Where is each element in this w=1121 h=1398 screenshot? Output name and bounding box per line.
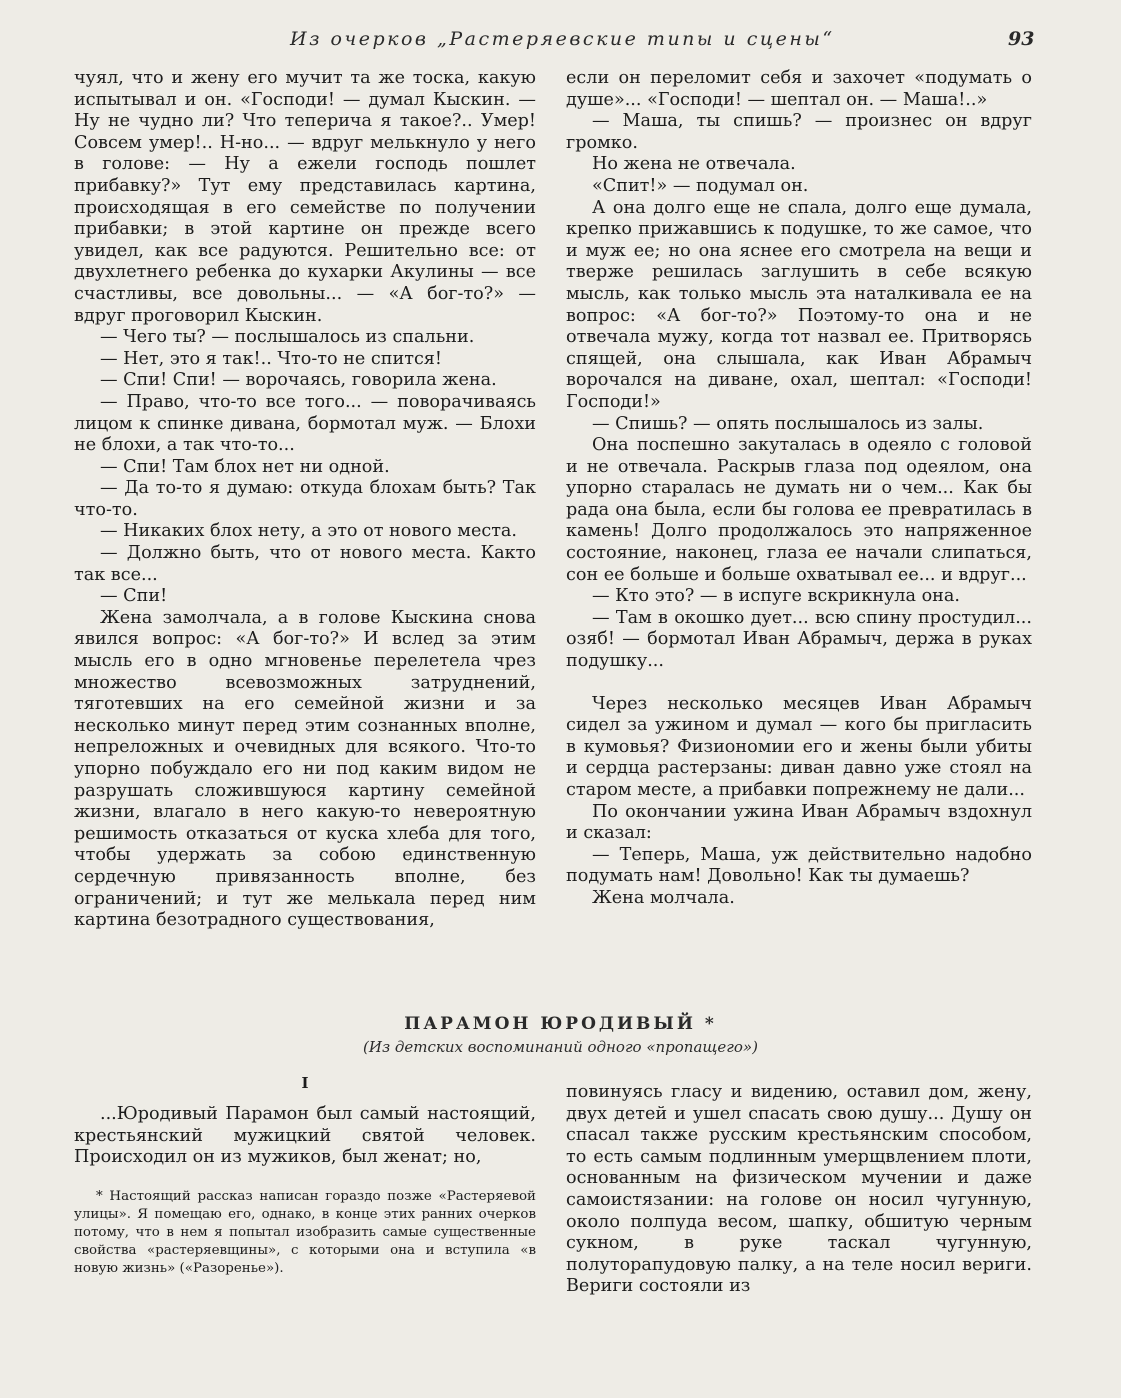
paragraph: если он переломит себя и захочет «подумать о душе»... «Господи! — шептал он. — Маша!..» bbox=[566, 68, 1032, 110]
paragraph: — Нет, это я так!.. Что-то не спится! bbox=[100, 348, 442, 369]
story-left-column bbox=[74, 1104, 536, 1169]
story-title: ПАРАМОН ЮРОДИВЫЙ * bbox=[404, 1014, 717, 1034]
top-left-column bbox=[74, 68, 536, 932]
paragraph: — Спи! Спи! — ворочаясь, говорила жена. bbox=[100, 370, 497, 391]
paragraph: повинуясь гласу и видению, оставил дом, жену, двух детей и ушел спасать свою душу... Душу он спасал также русским крестьянским способом, то есть самым подлинным умерщвлением плоти, основанным на физическом мучении и даже самоистязании: на голове он носил чугунную, около полпуда весом, шапку, обшитую черным сукном, в руке таскал чугунную, полуторапудовую палку, а на теле носил вериги. Вериги состояли из bbox=[566, 1082, 1032, 1297]
paragraph: — Да то-то я думаю: откуда блохам быть? Так что-то. bbox=[74, 478, 536, 520]
paragraph: По окончании ужина Иван Абрамыч вздохнул и сказал: bbox=[566, 801, 1032, 844]
paragraph: — Никаких блох нету, а это от нового места. bbox=[100, 521, 518, 542]
footnote bbox=[74, 1188, 536, 1278]
running-title: Из очерков „Растеряевские типы и сцены“ bbox=[290, 28, 835, 50]
story-subtitle: (Из детских воспоминаний одного «пропащего») bbox=[363, 1038, 758, 1056]
paragraph: — Спи! Там блох нет ни одной. bbox=[100, 456, 390, 477]
paragraph: Она поспешно закуталась в одеяло с головой и не отвечала. Раскрыв глаза под одеялом, она упорно старалась не думать ни о чем... Как бы рада она была, если бы голова ее превратилась в камень! Долго продолжалось это напряженное состояние, наконец, глаза ее начали слипаться, сон ее больше и больше охватывал ее... и вдруг... bbox=[566, 435, 1032, 585]
footnote-text: * Настоящий рассказ написан гораздо позже «Растеряевой улицы». Я помещаю его, однако, в конце этих ранних очерков потому, что в нем я попытал изобразить самые существенные свойства «растеряевщины», с которыми она и вступила «в новую жизнь» («Разоренье»). bbox=[74, 1189, 536, 1276]
paragraph: — Маша, ты спишь? — произнес он вдруг громко. bbox=[566, 111, 1032, 153]
paragraph: «Спит!» — подумал он. bbox=[592, 175, 809, 196]
paragraph: — Теперь, Маша, уж действительно надобно подумать нам! Довольно! Как ты думаешь? bbox=[566, 844, 1032, 887]
running-header bbox=[0, 28, 1121, 56]
chapter-number: I bbox=[301, 1074, 309, 1092]
paragraph: Жена молчала. bbox=[592, 887, 735, 908]
paragraph: — Кто это? — в испуге вскрикнула она. bbox=[592, 586, 960, 607]
paragraph: — Там в окошко дует... всю спину простудил... озяб! — бормотал Иван Абрамыч, держа в руках подушку... bbox=[566, 607, 1032, 672]
top-right-column bbox=[566, 68, 1032, 910]
paragraph: — Должно быть, что от нового места. Както так все... bbox=[74, 543, 536, 585]
paragraph: Жена замолчала, а в голове Кыскина снова явился вопрос: «А бог-то?» И вслед за этим мысль его в одно мгновенье перелетела чрез множество всевозможных затруднений, тяготевших на его семейной жизни и за несколько минут перед этим сознанных вполне, непреложных и очевидных для всякого. Что-то упорно побуждало его ни под каким видом не разрушать сложившуюся картину семейной жизни, влагало в него какую-то невероятную решимость отказаться от куска хлеба для того, чтобы удержать за собою единственную сердечную привязанность вполне, без ограничений; и тут же мелькала перед ним картина безотрадного существования, bbox=[74, 607, 536, 931]
paragraph: — Спи! bbox=[100, 586, 168, 607]
paragraph: — Чего ты? — послышалось из спальни. bbox=[100, 327, 475, 348]
paragraph: Но жена не отвечала. bbox=[592, 154, 796, 175]
paragraph: — Спишь? — опять послышалось из залы. bbox=[592, 413, 984, 434]
page-number: 93 bbox=[1008, 28, 1035, 50]
paragraph: — Право, что-то все того... — поворачиваясь лицом к спинке дивана, бормотал муж. — Блохи не блохи, а так что-то... bbox=[74, 391, 536, 456]
paragraph: А она долго еще не спала, долго еще думала, крепко прижавшись к подушке, то же самое, что и муж ее; но она яснее его смотрела на вещи и тверже решилась заглушить в себе всякую мысль, как только мысль эта наталкивала ее на вопрос: «А бог-то?» Поэтому-то она и не отвечала мужу, когда тот назвал ее. Притворясь спящей, она слышала, как Иван Абрамыч ворочался на диване, охал, шептал: «Господи! Господи!» bbox=[566, 197, 1032, 412]
paragraph: чуял, что и жену его мучит та же тоска, какую испытывал и он. «Господи! — думал Кыскин. — Ну не чудно ли? Что теперича я такое?.. Умер! Совсем умер!.. Н-но... — вдруг мелькнуло у него в голове: — Ну а ежели господь пошлет прибавку?» Тут ему представилась картина, происходящая в его семействе по получении прибавки; в этой картине он прежде всего увидел, как все радуются. Решительно все: от двухлетнего ребенка до кухарки Акулины — все счастливы, все довольны... — «А бог-то?» — вдруг проговорил Кыскин. bbox=[74, 68, 536, 326]
paragraph: ...Юродивый Парамон был самый настоящий, крестьянский мужицкий святой человек. Происходил он из мужиков, был женат; но, bbox=[74, 1104, 536, 1168]
story-right-column bbox=[566, 1082, 1032, 1298]
paragraph: Через несколько месяцев Иван Абрамыч сидел за ужином и думал — кого бы пригласить в кумовья? Физиономии его и жены были убиты и сердца растерзаны: диван давно уже стоял на старом месте, а прибавки попрежнему не дали... bbox=[566, 693, 1032, 800]
